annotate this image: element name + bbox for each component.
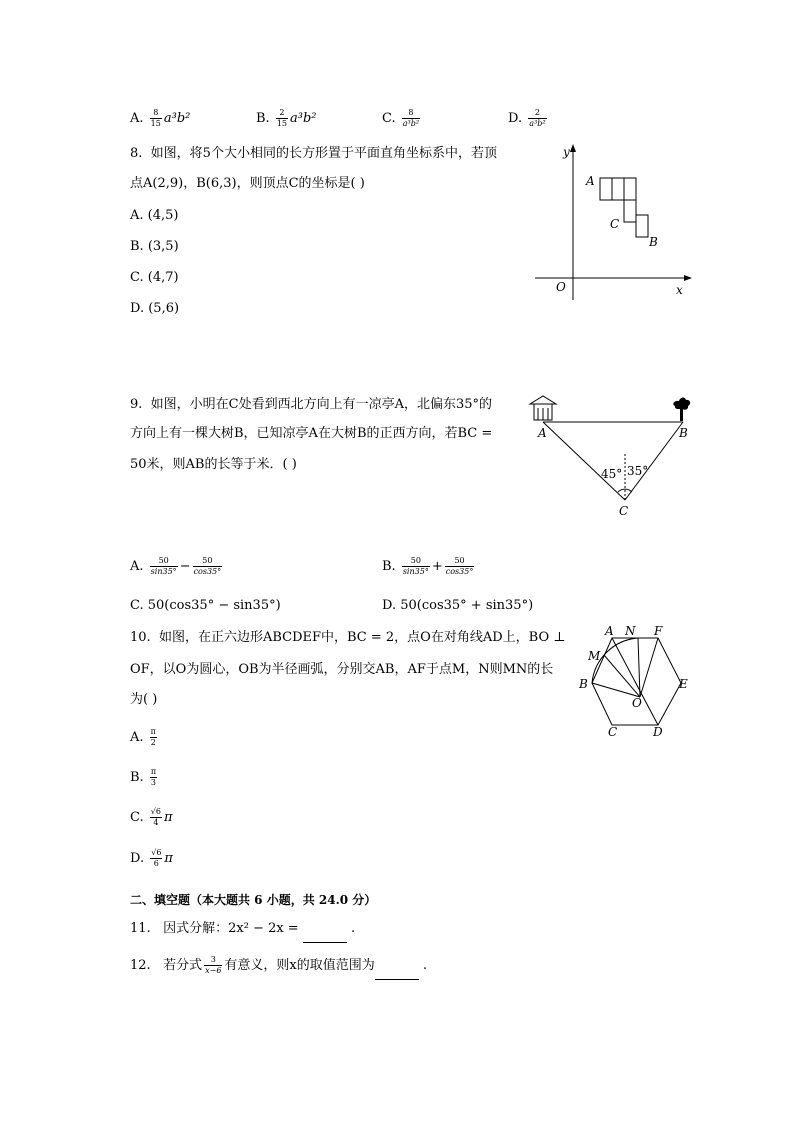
svg-text:C: C: [619, 504, 629, 518]
q9-option-a: A. $\frac{50}{\sin 35^\circ}$ − $\frac{50}{\cos 35^\circ}$: [130, 556, 222, 576]
svg-text:C: C: [610, 217, 620, 231]
svg-text:B: B: [579, 677, 588, 691]
svg-text:45°: 45°: [601, 467, 623, 481]
q9-option-d: D. 50(cos35° + sin35°): [382, 598, 534, 613]
q12: 12. 若分式 $\frac{3}{x-6}$ 有意义，则x的取值范围为 .: [130, 953, 427, 980]
q10-stem: 10. 如图，在正六边形ABCDEF中，BC = 2，点O在对角线AD上，BO ⊥: [130, 630, 566, 645]
q8-figure: [530, 140, 700, 305]
svg-text:y: y: [563, 145, 570, 159]
svg-text:A: A: [605, 625, 614, 638]
q10-stem-line2: OF，以O为圆心，OB为半径画弧，分别交AB，AF于点M，N则MN的长: [130, 662, 554, 677]
svg-text:35°: 35°: [627, 464, 649, 478]
section-title: 二、填空题（本大题共 6 小题，共 24.0 分）: [130, 893, 377, 907]
svg-text:M: M: [588, 649, 601, 663]
svg-text:D: D: [653, 725, 663, 739]
q9-option-c: C. 50(cos35° − sin35°): [130, 598, 281, 613]
q9-stem-line3: 50米，则AB的长等于米．( ): [130, 457, 297, 472]
svg-text:A: A: [538, 426, 547, 440]
q8-option-d: D. (5,6): [130, 301, 180, 316]
q8-rectangles: [600, 178, 648, 237]
svg-text:O: O: [632, 696, 642, 710]
q9-figure: [525, 392, 700, 522]
svg-text:B: B: [679, 426, 688, 440]
q9-stem-line2: 方向上有一棵大树B，已知凉亭A在大树B的正西方向，若BC =: [130, 426, 493, 441]
svg-text:F: F: [654, 625, 663, 638]
q10-option-d: D. $\frac{√6}{6}$ π: [130, 848, 173, 868]
q9-stem: 9. 如图，小明在C处看到西北方向上有一凉亭A，北偏东35°的: [130, 397, 493, 412]
svg-text:E: E: [679, 677, 688, 691]
svg-text:x: x: [676, 283, 683, 297]
q8-option-c: C. (4,7): [130, 270, 179, 285]
q9-option-b: B. $\frac{50}{\sin 35^\circ}$ + $\frac{50}{\cos 35^\circ}$: [382, 556, 474, 576]
q8-option-b: B. (3,5): [130, 239, 179, 254]
q8-stem: 8. 如图，将5个大小相同的长方形置于平面直角坐标系中，若顶: [130, 146, 497, 161]
q7-option-b: B. $\frac{2}{15}$ a³b²: [256, 108, 317, 128]
answer-blank[interactable]: [303, 916, 347, 943]
q10-option-b: B. $\frac{\pi}{3}$: [130, 767, 157, 787]
q8-option-a: A. (4,5): [130, 208, 179, 223]
svg-text:O: O: [556, 280, 566, 294]
pavilion-icon: [530, 396, 556, 420]
q8-stem-line2: 点A(2,9)，B(6,3)，则顶点C的坐标是( ): [130, 176, 365, 191]
q11: 11. 因式分解：2x² − 2x = .: [130, 916, 355, 943]
svg-text:B: B: [649, 235, 658, 249]
svg-text:N: N: [625, 625, 636, 638]
q7-option-a: A. $\frac{8}{15}$ a³b²: [130, 108, 191, 128]
q7-option-c: C. $\frac{8}{\text{a³b²}}$: [382, 108, 420, 128]
q10-figure: [575, 625, 700, 740]
tree-icon: [673, 397, 690, 421]
q10-option-c: C. $\frac{√6}{4}$ π: [130, 807, 173, 827]
q10-stem-line3: 为( ): [130, 692, 158, 707]
svg-text:A: A: [586, 174, 595, 188]
answer-blank[interactable]: [375, 953, 419, 980]
svg-text:C: C: [608, 725, 618, 739]
q10-option-a: A. $\frac{\pi}{2}$: [130, 727, 156, 747]
q7-option-d: D. $\frac{2}{\text{a³b²}}$: [508, 108, 546, 128]
